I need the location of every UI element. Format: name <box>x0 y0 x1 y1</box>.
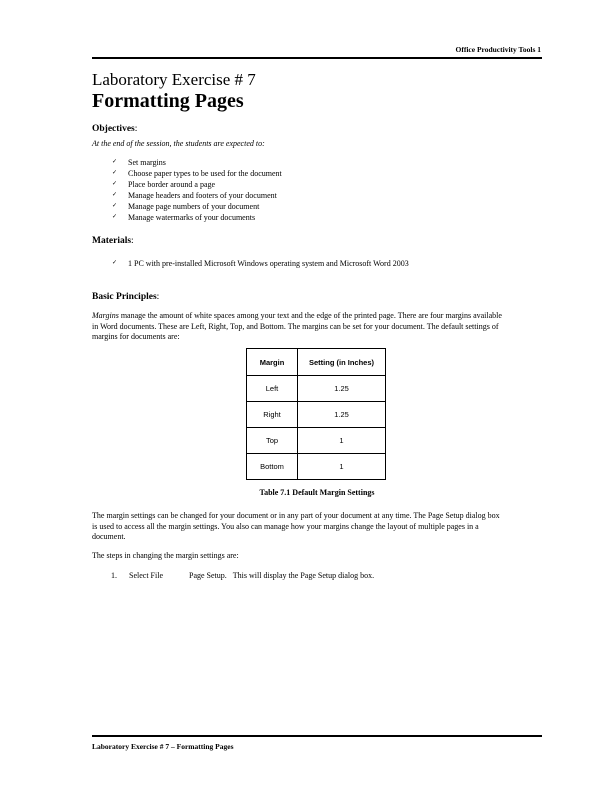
table-header-cell: Setting (in Inches) <box>298 349 386 376</box>
page-footer: Laboratory Exercise # 7 – Formatting Pages <box>92 742 234 751</box>
table-row <box>247 376 386 402</box>
table-header-row <box>247 349 386 376</box>
table-cell: Bottom <box>247 454 298 480</box>
step-select: Select File <box>129 571 163 580</box>
table-cell: Top <box>247 428 298 454</box>
header-rule <box>92 57 542 59</box>
list-item: ✓ Choose paper types to be used for the document <box>112 169 282 178</box>
bullet-icon: ✓ <box>112 159 118 165</box>
table-cell: Right <box>247 402 298 428</box>
step-number: 1. <box>111 571 117 580</box>
step-menu: Page Setup. <box>189 571 227 580</box>
bullet-icon: ✓ <box>112 214 118 220</box>
table-cell: 1.25 <box>298 402 386 428</box>
table-cell: Left <box>247 376 298 402</box>
list-item: ✓ Manage page numbers of your document <box>112 202 260 211</box>
steps-intro: The steps in changing the margin settings are: <box>92 551 239 560</box>
bullet-icon: ✓ <box>112 170 118 176</box>
footer-rule <box>92 735 542 737</box>
list-item: ✓ Manage watermarks of your documents <box>112 213 256 222</box>
table-cell: 1.25 <box>298 376 386 402</box>
list-item: ✓ 1 PC with pre-installed Microsoft Windows operating system and Microsoft Word 2003 <box>112 259 409 268</box>
table-cell: 1 <box>298 454 386 480</box>
objectives-intro: At the end of the session, the students are expected to: <box>92 139 265 148</box>
step-description: This will display the Page Setup dialog box. <box>232 571 375 580</box>
list-item: ✓ Manage headers and footers of your document <box>112 191 277 200</box>
table-row <box>247 454 386 480</box>
step-1 <box>111 571 374 580</box>
running-header: Office Productivity Tools 1 <box>455 45 541 54</box>
objectives-heading: Objectives: <box>92 124 138 134</box>
margin-settings-paragraph: The margin settings can be changed for your document or in any part of your document at any time. The Page Setup dialog box is used to access all the margin settings. You also can manage how your margins change the layout of multiple pages in a document. <box>92 511 500 541</box>
lab-title: Laboratory Exercise # 7 <box>92 70 256 89</box>
table-header-cell: Margin <box>247 349 298 376</box>
table-row <box>247 402 386 428</box>
objectives-list <box>112 157 282 223</box>
basic-principles-heading: Basic Principles: <box>92 292 160 302</box>
bullet-icon: ✓ <box>112 203 118 209</box>
materials-heading: Materials: <box>92 236 134 246</box>
bullet-icon: ✓ <box>112 260 118 266</box>
bullet-icon: ✓ <box>112 192 118 198</box>
list-item: ✓ Set margins <box>112 158 166 167</box>
table-caption: Table 7.1 Default Margin Settings <box>259 488 375 497</box>
table-row <box>247 428 386 454</box>
margin-settings-table <box>246 348 386 480</box>
list-item: ✓ Place border around a page <box>112 180 216 189</box>
materials-list <box>112 258 409 269</box>
bullet-icon: ✓ <box>112 181 118 187</box>
margins-paragraph: Margins manage the amount of white spaces among your text and the edge of the printed page. There are four margins available in Word documents. These are Left, Right, Top, and Bottom. The margins can be set for your document. The default settings of margins for documents are: <box>92 311 502 341</box>
table-cell: 1 <box>298 428 386 454</box>
page-title: Formatting Pages <box>92 90 244 112</box>
